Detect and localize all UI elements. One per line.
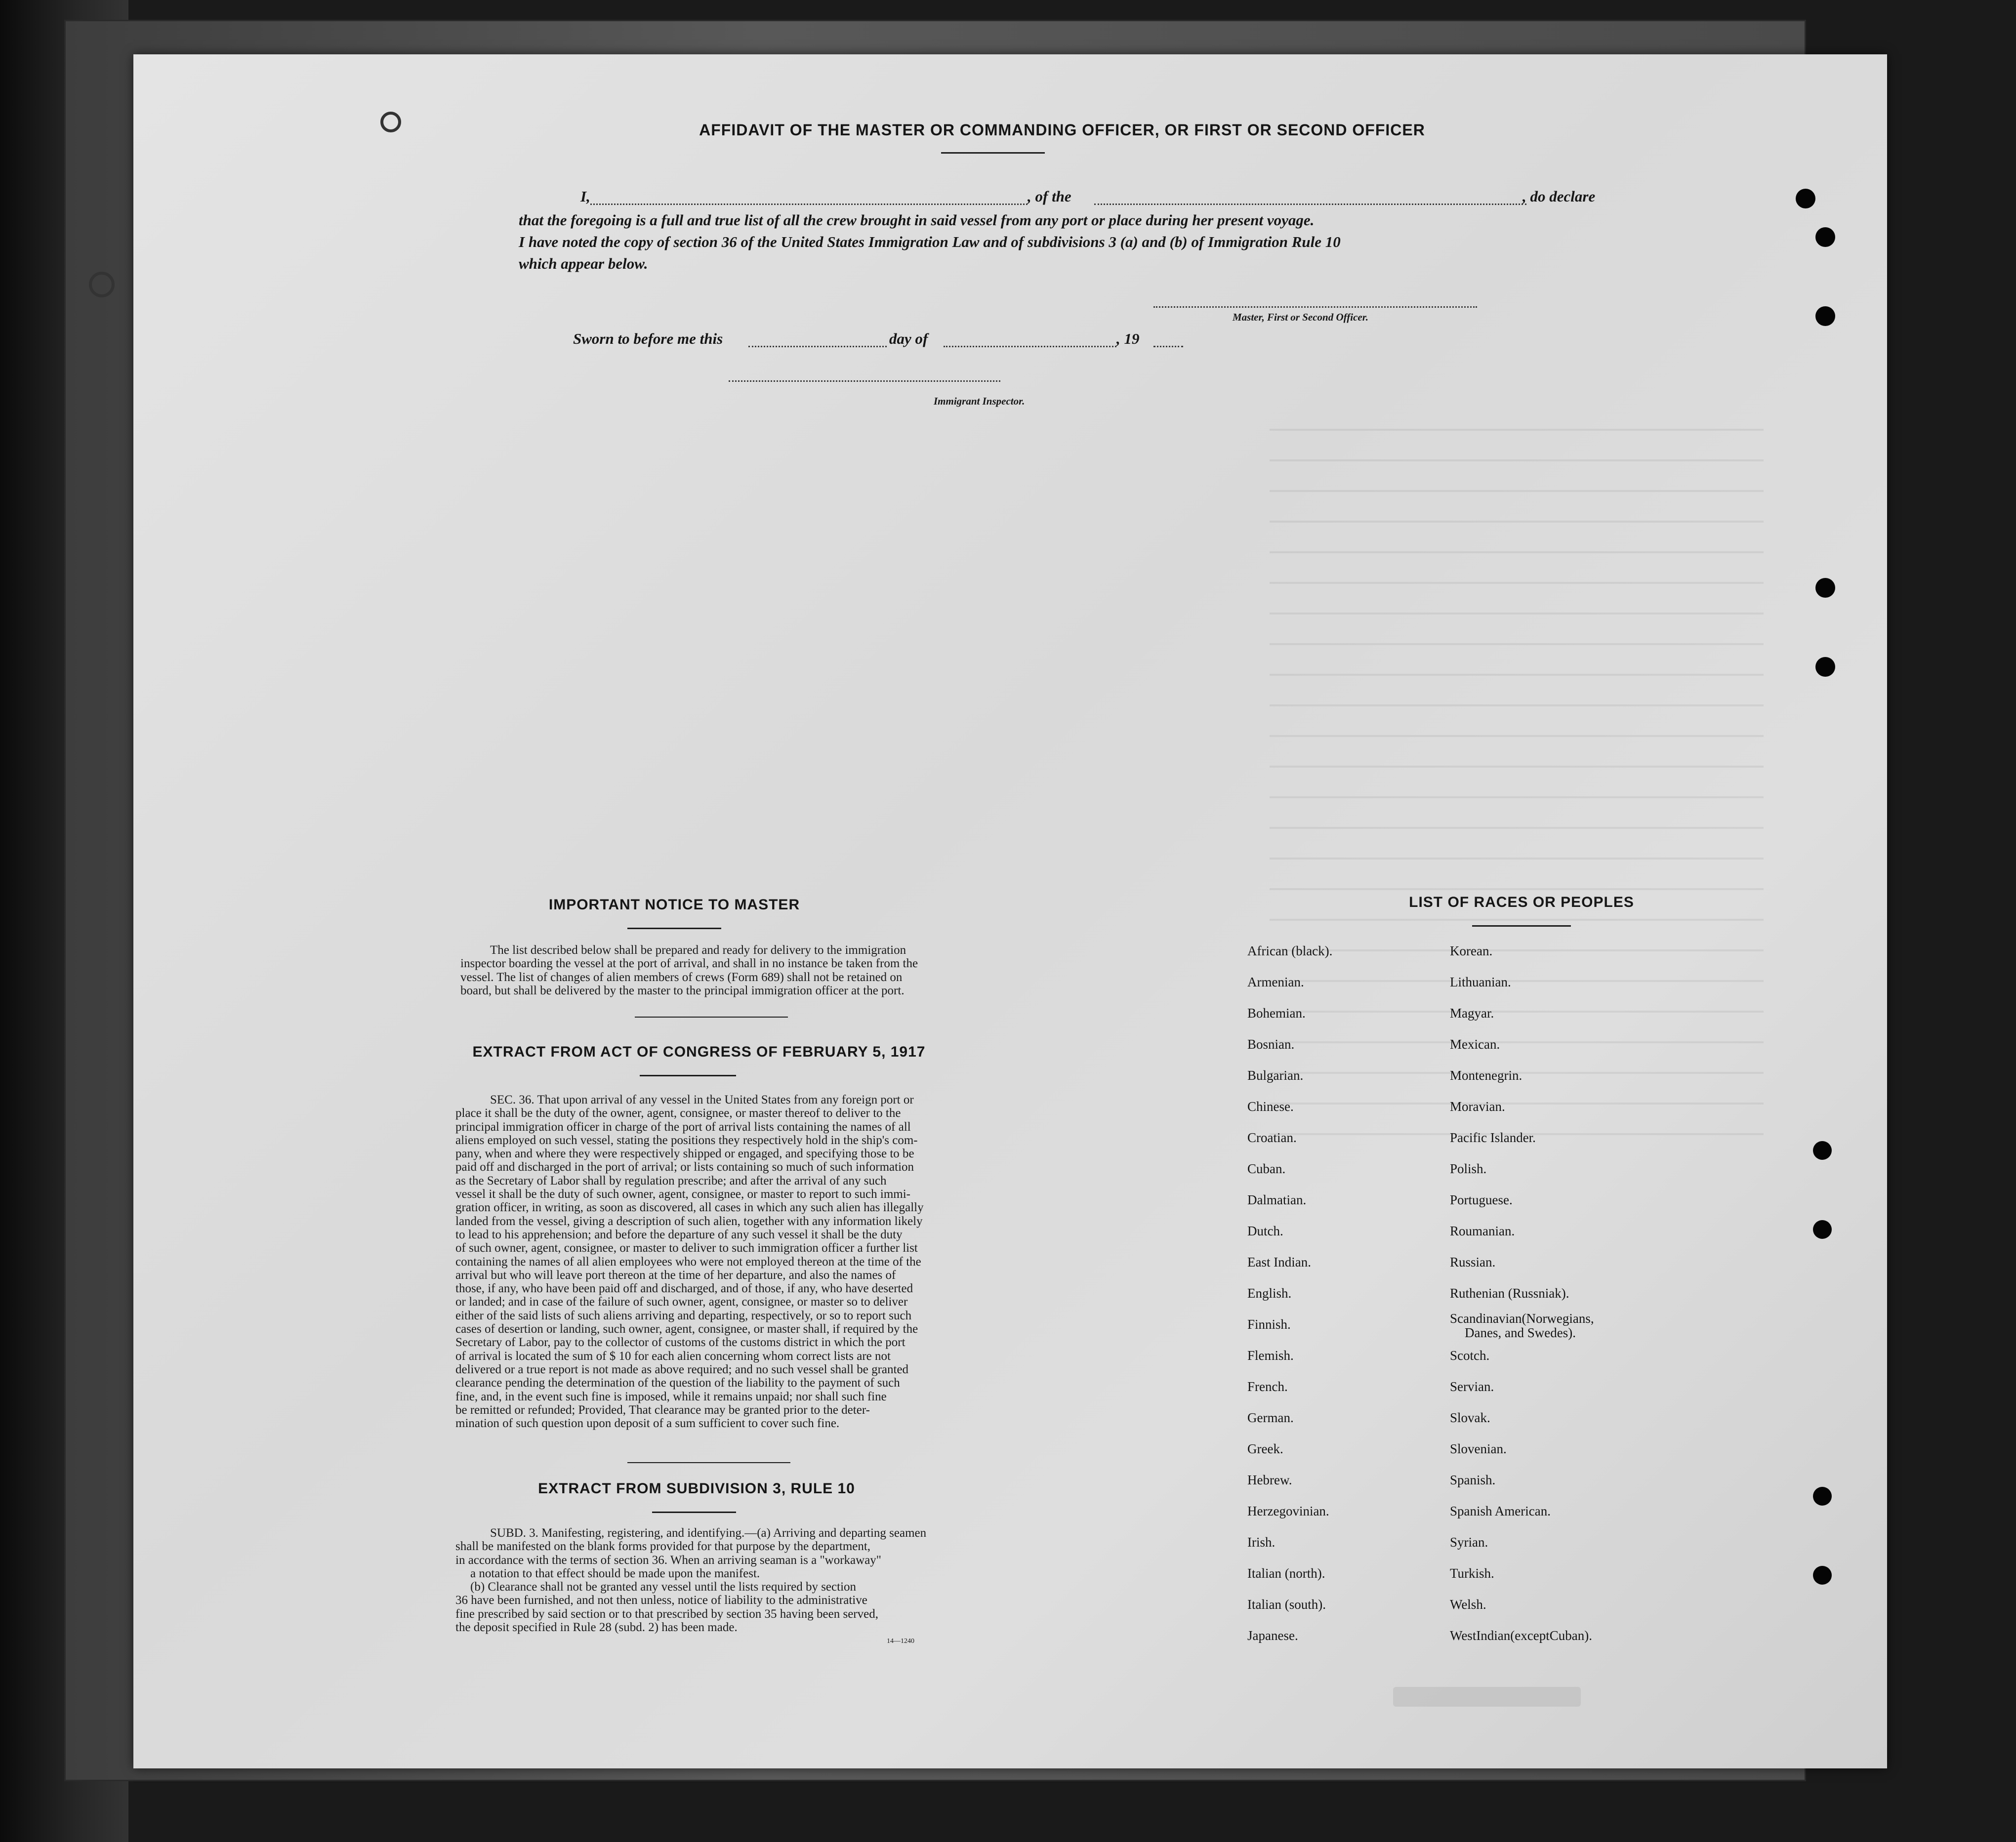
rule-line: (b) Clearance shall not be granted any vessel until the lists required by section <box>470 1580 857 1594</box>
race-left: Armenian. <box>1247 975 1304 989</box>
act-text <box>455 1093 1107 1430</box>
act-line: either of the said lists of such aliens arriving and departing, respectively, or so to report such <box>455 1309 912 1322</box>
notice-text <box>460 943 1112 997</box>
binding-hole <box>1815 578 1835 598</box>
race-left: French. <box>1247 1379 1288 1394</box>
race-left: Italian (north). <box>1247 1566 1325 1581</box>
rule-line: the deposit specified in Rule 28 (subd. 2) has been made. <box>455 1621 738 1635</box>
race-left: Bulgarian. <box>1247 1068 1304 1083</box>
act-line: vessel it shall be the duty of such owner, agent, consignee, or master to report to such immi- <box>455 1187 910 1201</box>
act-line: or landed; and in case of the failure of such owner, agent, consignee, or master so to deliver <box>455 1295 908 1309</box>
rule-line: in accordance with the terms of section 36. When an arriving seaman is a "workaway" <box>455 1553 882 1567</box>
affidavit-line2: that the foregoing is a full and true list of all the crew brought in said vessel from any port or place during her present voyage. <box>519 211 1315 229</box>
race-right: Syrian. <box>1450 1535 1488 1550</box>
binding-hole <box>1815 306 1835 326</box>
sworn-prefix: Sworn to before me this <box>573 330 723 347</box>
rule-title: EXTRACT FROM SUBDIVISION 3, RULE 10 <box>538 1480 855 1497</box>
race-right-continuation: Danes, and Swedes). <box>1465 1325 1576 1340</box>
master-signature-label: Master, First or Second Officer. <box>1233 311 1368 323</box>
sworn-year: , 19 <box>1116 330 1140 347</box>
rule-line: a notation to that effect should be made upon the manifest. <box>470 1566 760 1580</box>
races-rule <box>1472 925 1571 927</box>
act-line: as the Secretary of Labor shall by regulation prescribe; and after the arrival of any such <box>455 1174 887 1187</box>
binding-hole <box>1815 227 1835 247</box>
race-right: Portuguese. <box>1450 1192 1513 1207</box>
affidavit-i: I, <box>580 188 590 205</box>
act-line: of such owner, agent, consignee, or master to deliver to such immigration officer a further list <box>455 1241 918 1255</box>
race-left: Bosnian. <box>1247 1037 1295 1052</box>
act-line: of arrival is located the sum of $ 10 for each alien concerning whom correct lists are not <box>455 1349 891 1363</box>
affidavit-line4: which appear below. <box>519 255 648 272</box>
sworn-day-of: day of <box>889 330 928 347</box>
race-left: Herzegovinian. <box>1247 1504 1329 1518</box>
name-blank[interactable] <box>590 204 1028 205</box>
race-right: Slovenian. <box>1450 1441 1507 1456</box>
form-number: 14—1240 <box>887 1637 914 1645</box>
race-left: Hebrew. <box>1247 1473 1292 1487</box>
binding-hole <box>1813 1566 1832 1585</box>
affidavit-of-the: , of the <box>1028 188 1071 205</box>
act-line: Secretary of Labor, pay to the collector of customs of the customs district in which the port <box>455 1336 905 1350</box>
act-line: place it shall be the duty of the owner, agent, consignee, or master thereof to deliver to the <box>455 1106 901 1120</box>
rule-line: fine prescribed by said section or to that prescribed by section 35 having been served, <box>455 1607 878 1621</box>
race-right: Ruthenian (Russniak). <box>1450 1286 1569 1301</box>
binding-hole <box>1815 657 1835 677</box>
act-line: containing the names of all alien employees who were not employed thereon at the time of the <box>455 1255 921 1269</box>
race-left: Dalmatian. <box>1247 1192 1307 1207</box>
race-right: WestIndian(exceptCuban). <box>1450 1628 1592 1643</box>
race-right: Pacific Islander. <box>1450 1130 1536 1145</box>
act-line: aliens employed on such vessel, stating the positions they respectively hold in the ship's com- <box>455 1133 918 1147</box>
race-right: Montenegrin. <box>1450 1068 1522 1083</box>
act-line: paid off and discharged in the port of arrival; or lists containing so much of such information <box>455 1160 914 1174</box>
race-right: Roumanian. <box>1450 1224 1515 1238</box>
binding-hole <box>1796 189 1815 208</box>
act-line: gration officer, in writing, as soon as discovered, all cases in which any such alien has illegally <box>455 1201 924 1215</box>
rule-text <box>455 1526 1107 1634</box>
act-line: landed from the vessel, giving a description of such alien, together with any information likely <box>455 1214 923 1228</box>
act-line: pany, when and where they were respectively shipped or engaged, and specifying those to be <box>455 1147 914 1161</box>
race-left: Chinese. <box>1247 1099 1294 1114</box>
race-right: Spanish. <box>1450 1473 1496 1487</box>
race-left: African (black). <box>1247 943 1333 958</box>
sworn-day-blank[interactable] <box>748 346 887 347</box>
act-line: principal immigration officer in charge of the port of arrival lists containing the names of all <box>455 1120 911 1134</box>
affidavit-declare: , do declare <box>1522 188 1596 205</box>
act-line: clearance pending the determination of the question of the liability to the payment of such <box>455 1376 900 1390</box>
notice-line: board, but shall be delivered by the master to the principal immigration officer at the port. <box>460 983 905 997</box>
act-line: cases of desertion or landing, such owner, agent, consignee, or master shall, if required by the <box>455 1322 918 1336</box>
race-left: Greek. <box>1247 1441 1283 1456</box>
act-line: arrival but who will leave port thereon at the time of her departure, and also the names of <box>455 1268 896 1282</box>
race-left: Cuban. <box>1247 1161 1286 1176</box>
section-divider <box>627 1462 790 1463</box>
act-line: fine, and, in the event such fine is imposed, while it remains unpaid; nor shall such fine <box>455 1390 887 1403</box>
race-right: Mexican. <box>1450 1037 1500 1052</box>
affidavit-title: AFFIDAVIT OF THE MASTER OR COMMANDING OFFICER, OR FIRST OR SECOND OFFICER <box>699 121 1425 139</box>
race-right: Spanish American. <box>1450 1504 1551 1518</box>
race-left: English. <box>1247 1286 1292 1301</box>
act-line: delivered or a true report is not made as above required; and no such vessel shall be granted <box>455 1362 909 1376</box>
rule-rule <box>652 1512 736 1513</box>
race-right: Magyar. <box>1450 1006 1494 1021</box>
notice-line: vessel. The list of changes of alien members of crews (Form 689) shall not be retained on <box>460 970 903 984</box>
race-right: Polish. <box>1450 1161 1487 1176</box>
races-title: LIST OF RACES OR PEOPLES <box>1409 894 1634 910</box>
act-title: EXTRACT FROM ACT OF CONGRESS OF FEBRUARY 5, 1917 <box>472 1044 926 1060</box>
notice-line: inspector boarding the vessel at the port of arrival, and shall in no instance be taken from the <box>460 957 918 971</box>
act-line: be remitted or refunded; Provided, That clearance may be granted prior to the deter- <box>455 1403 870 1417</box>
race-right: Lithuanian. <box>1450 975 1511 989</box>
notice-rule <box>627 928 721 929</box>
sworn-month-blank[interactable] <box>944 346 1116 347</box>
race-right: Turkish. <box>1450 1566 1494 1581</box>
race-right: Servian. <box>1450 1379 1494 1394</box>
act-rule <box>640 1075 736 1076</box>
binding-hole <box>89 272 115 297</box>
race-left: Japanese. <box>1247 1628 1298 1643</box>
race-left: German. <box>1247 1410 1294 1425</box>
race-right: Russian. <box>1450 1255 1496 1269</box>
binding-hole <box>380 112 401 132</box>
vessel-blank[interactable] <box>1094 204 1526 205</box>
notice-title: IMPORTANT NOTICE TO MASTER <box>548 897 800 913</box>
title-rule <box>941 152 1045 154</box>
race-right: Scandinavian(Norwegians, <box>1450 1311 1594 1326</box>
race-right: Moravian. <box>1450 1099 1505 1114</box>
act-line: to lead to his apprehension; and before the departure of any such vessel it shall be the duty <box>455 1228 903 1241</box>
binding-hole <box>1813 1487 1832 1506</box>
faded-stamp <box>1393 1687 1581 1707</box>
binding-hole <box>1813 1141 1832 1160</box>
section-divider <box>635 1017 788 1018</box>
affidavit-line3: I have noted the copy of section 36 of the United States Immigration Law and of subdivisions 3 (a) and (b) of Immigration Rule 10 <box>519 233 1341 250</box>
race-left: East Indian. <box>1247 1255 1311 1269</box>
act-line: SEC. 36. That upon arrival of any vessel in the United States from any foreign port or <box>490 1093 914 1106</box>
race-right: Slovak. <box>1450 1410 1490 1425</box>
race-left: Bohemian. <box>1247 1006 1306 1021</box>
race-right: Scotch. <box>1450 1348 1490 1363</box>
binding-hole <box>1813 1220 1832 1239</box>
race-right: Welsh. <box>1450 1597 1486 1612</box>
rule-line: SUBD. 3. Manifesting, registering, and identifying.—(a) Arriving and departing seamen <box>490 1526 927 1540</box>
race-left: Croatian. <box>1247 1130 1297 1145</box>
rule-line: shall be manifested on the blank forms provided for that purpose by the department, <box>455 1540 871 1554</box>
race-left: Italian (south). <box>1247 1597 1326 1612</box>
document-page <box>133 54 1887 1768</box>
act-line: mination of such question upon deposit of a sum sufficient to cover such fine. <box>455 1417 840 1431</box>
rule-line: 36 have been furnished, and not then unless, notice of liability to the administrative <box>455 1594 867 1607</box>
race-left: Irish. <box>1247 1535 1275 1550</box>
race-right: Korean. <box>1450 943 1493 958</box>
race-left: Dutch. <box>1247 1224 1283 1238</box>
notice-line: The list described below shall be prepared and ready for delivery to the immigration <box>490 943 906 957</box>
race-left: Finnish. <box>1247 1317 1291 1332</box>
sworn-year-blank[interactable] <box>1153 346 1183 347</box>
bleed-through-texture <box>1270 400 1764 1141</box>
race-left: Flemish. <box>1247 1348 1294 1363</box>
act-line: those, if any, who have been paid off and discharged, and of those, if any, who have deserted <box>455 1282 913 1296</box>
inspector-label: Immigrant Inspector. <box>934 395 1025 407</box>
master-signature-blank[interactable] <box>1153 306 1477 308</box>
inspector-signature-blank[interactable] <box>729 380 1000 382</box>
